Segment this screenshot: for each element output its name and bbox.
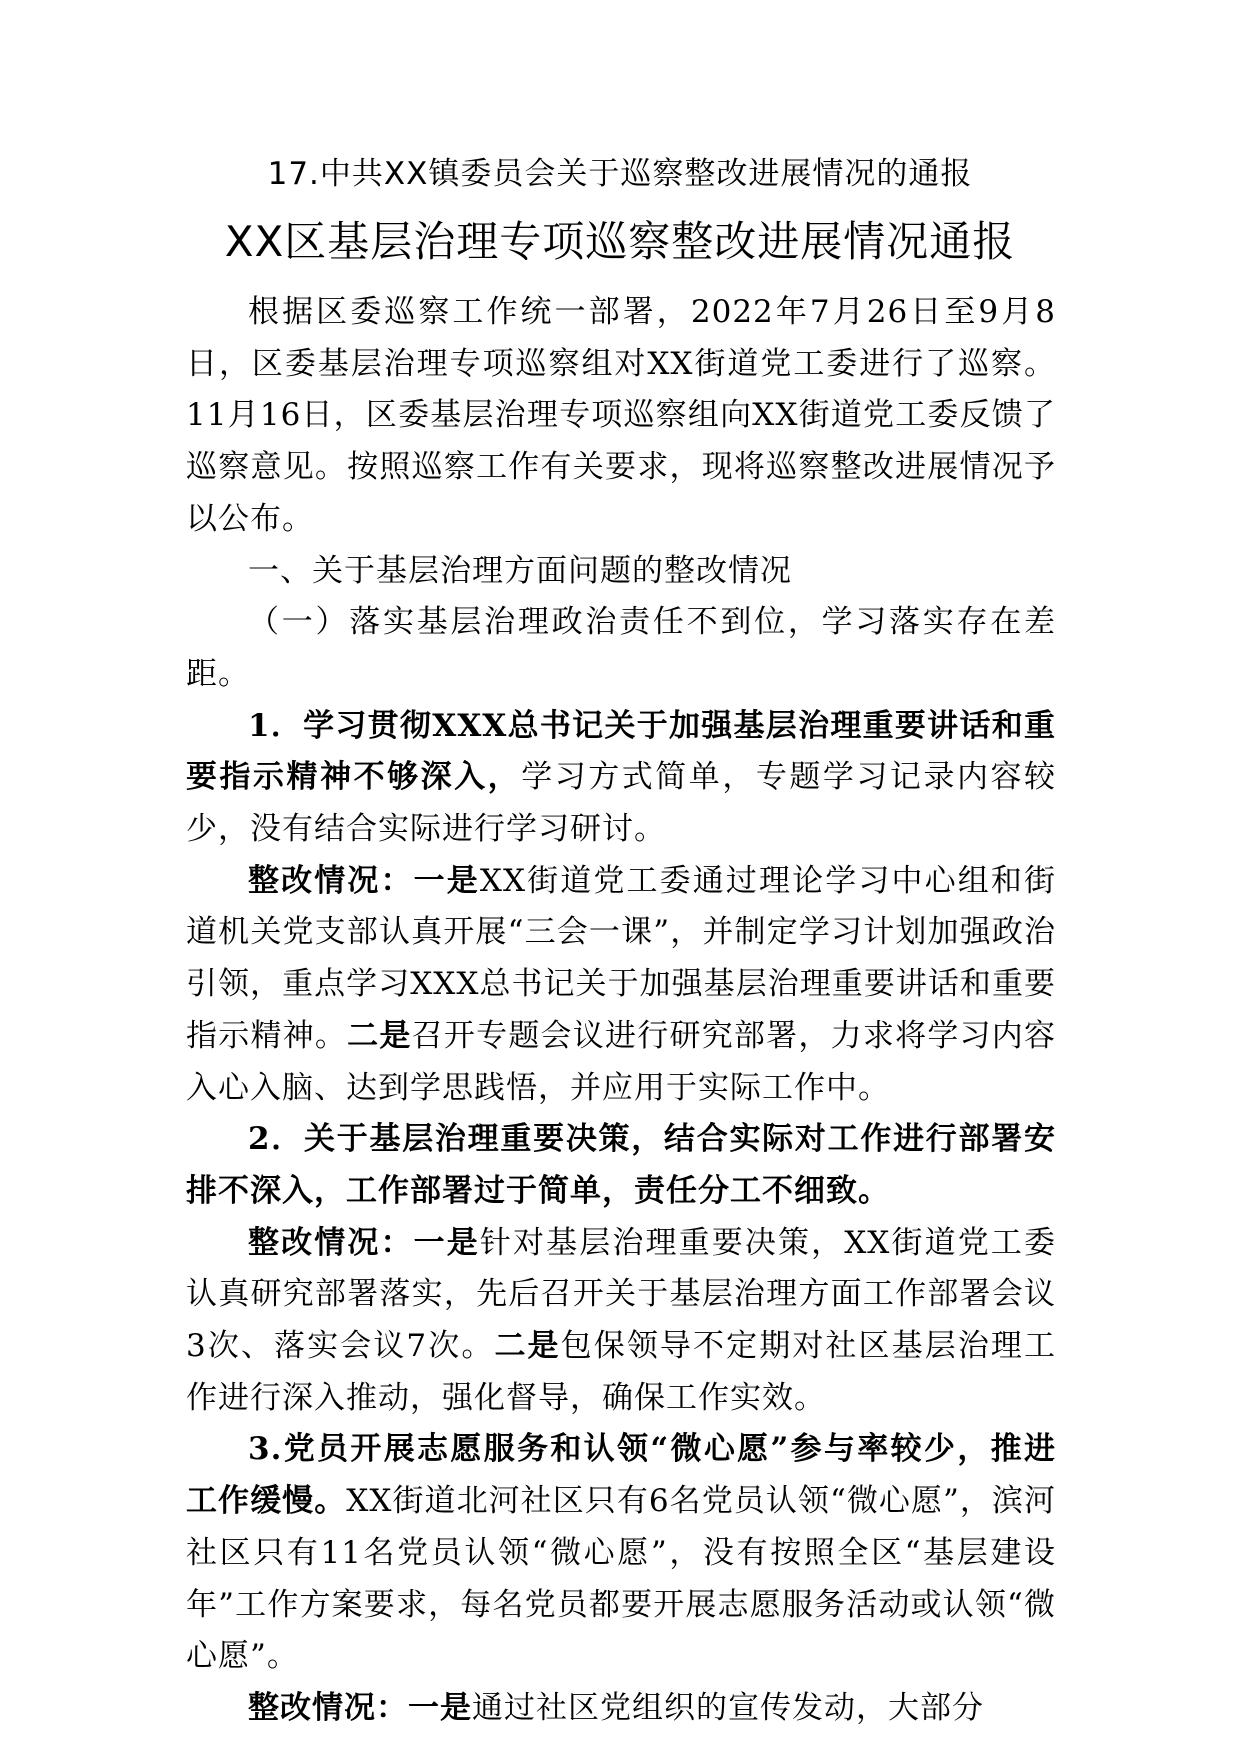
rectify-first-text: 针对基层治理重要决策，XX街道党工委认真研究部署落实，先后召开关于基层治理方面工作部署会议3次、落实会议7次。 (186, 1224, 1057, 1365)
rectify-label: 整改情况： (248, 1224, 414, 1261)
rectify-first-mark: 一是 (408, 1689, 472, 1726)
issue-item-1 (186, 701, 1056, 856)
rectify-second-text: 包保领导不定期对社区基层治理工作进行深入推动，强化督导，确保工作实效。 (186, 1328, 1057, 1416)
rectify-second-text: 召开专题会议进行研究部署，力求将学习内容入心入脑、达到学思践悟，并应用于实际工作中。 (186, 1017, 1057, 1106)
rectify-item-2 (186, 1218, 1056, 1425)
rectify-item-1 (186, 856, 1056, 1115)
rectify-label: 整改情况： (248, 1689, 408, 1726)
issue-item-2 (186, 1114, 1056, 1217)
rectify-first-mark: 一是 (413, 1224, 480, 1261)
rectify-first-mark: 一是 (413, 862, 480, 899)
document-body (186, 287, 1056, 1735)
issue-item-3-text: XX街道北河社区只有6名党员认领“微心愿”，滨河社区只有11名党员认领“微心愿”，没有按照全区“基层建设年”工作方案要求，每名党员都要开展志愿服务活动或认领“微心愿”。 (186, 1483, 1057, 1675)
rectify-second-mark: 二是 (494, 1328, 561, 1365)
intro-paragraph: 根据区委巡察工作统一部署，2022年7月26日至9月8日，区委基层治理专项巡察组对XX街道党工委进行了巡察。11月16日，区委基层治理专项巡察组向XX街道党工委反馈了巡察意见。按照巡察工作有关要求，现将巡察整改进展情况予以公布。 (186, 294, 1056, 537)
issue-item-1-title: 1．学习贯彻XXX总书记关于加强基层治理重要讲话和重要指示精神不够深入， (186, 707, 1056, 796)
rectify-second-mark: 二是 (347, 1017, 412, 1054)
rectify-first-text: 通过社区党组织的宣传发动，大部分 (472, 1689, 984, 1726)
rectify-first-text: XX街道党工委通过理论学习中心组和街道机关党支部认真开展“三会一课”，并制定学习计划加强政治引领，重点学习XXX总书记关于加强基层治理重要讲话和重要指示精神。 (186, 862, 1057, 1054)
section-heading: 一、关于基层治理方面问题的整改情况 (248, 552, 792, 589)
issue-item-2-title: 2．关于基层治理重要决策，结合实际对工作进行部署安排不深入，工作部署过于简单，责任分工不细致。 (186, 1121, 1056, 1209)
document-header: 17.中共XX镇委员会关于巡察整改进展情况的通报 (267, 156, 973, 192)
rectify-label: 整改情况： (248, 862, 414, 899)
rectify-item-3 (186, 1683, 1056, 1735)
issue-item-1-text: 学习方式简单，专题学习记录内容较少，没有结合实际进行学习研讨。 (186, 759, 1057, 848)
subsection-heading: （一）落实基层治理政治责任不到位，学习落实存在差距。 (186, 604, 1056, 692)
document-title: XX区基层治理专项巡察整改进展情况通报 (224, 217, 1016, 266)
issue-item-3 (186, 1424, 1056, 1683)
issue-item-3-title: 3.党员开展志愿服务和认领“微心愿”参与率较少，推进工作缓慢。 (186, 1431, 1056, 1520)
